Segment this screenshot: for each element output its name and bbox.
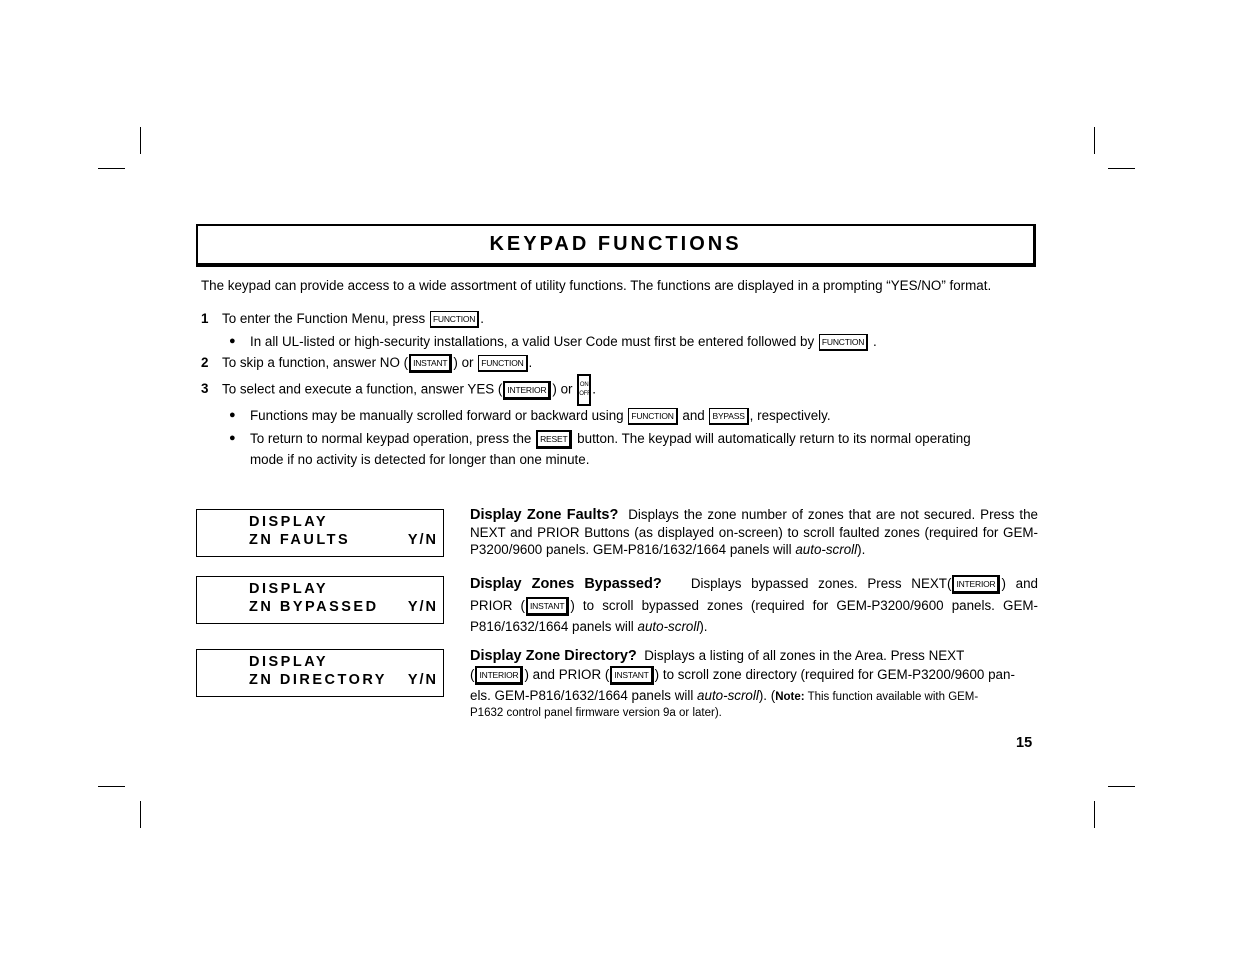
description-text: ). (	[758, 688, 776, 703]
description-zone-directory	[470, 647, 1038, 721]
off-label: OFF	[579, 391, 591, 397]
description-heading: Display Zone Faults?	[470, 507, 619, 523]
lcd-line-2: ZN DIRECTORY	[249, 672, 387, 688]
on-off-key-icon	[577, 374, 591, 406]
note-text: This function available with GEM-	[804, 691, 979, 703]
step-number: 3	[201, 381, 209, 396]
crop-mark	[1108, 168, 1135, 169]
step-2-mid: ) or	[453, 355, 474, 371]
bullet-icon: ●	[229, 409, 236, 421]
description-text: Displays the zone number of zones that are not secured. Press the NEXT and PRIOR Buttons (as displayed on-screen) to scroll faulted zones (required for GEM-P3200/9600 panels. GEM-P816/1632/1664 panels will	[470, 507, 1038, 557]
bullet-icon: ●	[229, 432, 236, 444]
lcd-yes-no: Y/N	[407, 532, 438, 548]
function-key-icon: FUNCTION	[478, 355, 527, 372]
note-label: Note:	[775, 691, 805, 703]
step-1-text	[222, 310, 484, 328]
step-number: 2	[201, 355, 209, 370]
lcd-line-1: DISPLAY	[249, 581, 329, 597]
lcd-display-zone-directory	[196, 649, 444, 697]
bullet-scroll-after: , respectively.	[749, 408, 831, 423]
description-text: ) and PRIOR (	[524, 667, 610, 683]
crop-mark	[98, 168, 125, 169]
lcd-line-1: DISPLAY	[249, 514, 329, 530]
lcd-line-2: ZN FAULTS	[249, 532, 351, 548]
lcd-display-zone-faults	[196, 509, 444, 557]
function-key-icon: FUNCTION	[819, 334, 868, 351]
bypass-key-icon: BYPASS	[709, 408, 748, 425]
instant-key-icon: INSTANT	[409, 354, 452, 373]
lcd-display-zone-bypassed	[196, 576, 444, 624]
bullet-reset-line1	[250, 430, 971, 449]
description-italic: auto-scroll	[697, 688, 759, 703]
bullet-reset-line2: mode if no activity is detected for longer than one minute.	[250, 452, 590, 467]
step-2-text	[222, 354, 532, 373]
description-text: ) to scroll bypassed zones (required for GEM-P3200/9600 panels. GEM-	[570, 598, 1038, 613]
description-text: els. GEM-P816/1632/1664 panels will	[470, 688, 694, 703]
description-italic: auto-scroll	[795, 542, 858, 557]
description-heading: Display Zones Bypassed?	[470, 576, 662, 592]
crop-mark	[1108, 786, 1135, 787]
step-3-mid: ) or	[552, 381, 573, 397]
step-3-text	[222, 374, 596, 406]
instant-key-icon: INSTANT	[610, 666, 653, 685]
bypassed-line-1	[470, 573, 1038, 595]
description-heading: Display Zone Directory?	[470, 648, 637, 664]
function-key-icon: FUNCTION	[628, 408, 677, 425]
crop-mark	[140, 801, 141, 828]
directory-line-3	[470, 687, 1038, 706]
page-title: KEYPAD FUNCTIONS	[489, 233, 742, 255]
bullet-ul-text	[250, 333, 877, 351]
lcd-yes-no: Y/N	[407, 672, 438, 688]
bullet-reset-before: To return to normal keypad operation, press the	[250, 431, 532, 447]
step-3-before: To select and execute a function, answer YES (	[222, 381, 503, 397]
interior-key-icon: INTERIOR	[952, 575, 1000, 594]
description-text: (	[470, 667, 475, 683]
bullet-ul-after: .	[872, 334, 877, 349]
intro-text: The keypad can provide access to a wide assortment of utility functions. The functions are displayed in a prompting “YES/NO” format.	[201, 278, 992, 293]
on-label: ON	[579, 382, 589, 388]
instant-key-icon: INSTANT	[526, 597, 569, 616]
bullet-scroll-text	[250, 407, 831, 425]
step-3-after: .	[592, 381, 596, 397]
step-2-before: To skip a function, answer NO (	[222, 355, 409, 371]
description-zone-faults	[470, 506, 1038, 558]
bullet-scroll-mid: and	[682, 408, 705, 423]
step-1-before: To enter the Function Menu, press	[222, 311, 426, 326]
directory-line-1	[470, 647, 1038, 665]
crop-mark	[1094, 127, 1095, 154]
lcd-yes-no: Y/N	[407, 599, 438, 615]
directory-line-4: P1632 control panel firmware version 9a or later).	[470, 707, 722, 719]
description-text: P816/1632/1664 panels will	[470, 619, 634, 634]
bypassed-line-3	[470, 616, 1038, 637]
description-end: ).	[857, 542, 866, 557]
bullet-scroll-before: Functions may be manually scrolled forward or backward using	[250, 408, 624, 423]
lcd-line-1: DISPLAY	[249, 654, 329, 670]
directory-line-2	[470, 666, 1038, 685]
bullet-ul-before: In all UL-listed or high-security installations, a valid User Code must first be entered followed by	[250, 334, 815, 349]
step-2-after: .	[528, 355, 533, 371]
page-title-box	[196, 224, 1036, 267]
description-end: ).	[699, 619, 708, 634]
function-key-icon: FUNCTION	[430, 311, 479, 328]
step-1-after: .	[480, 311, 484, 326]
crop-mark	[98, 786, 125, 787]
description-text: PRIOR (	[470, 598, 525, 613]
description-text: Displays bypassed zones. Press NEXT(	[690, 576, 952, 591]
bullet-icon: ●	[229, 335, 236, 347]
description-italic: auto-scroll	[637, 619, 700, 634]
bullet-reset-after: button. The keypad will automatically return to its normal operating	[577, 431, 971, 447]
lcd-line-2: ZN BYPASSED	[249, 599, 379, 615]
description-text: ) and	[1001, 576, 1038, 591]
description-text: ) to scroll zone directory (required for GEM-P3200/9600 pan-	[654, 667, 1015, 683]
crop-mark	[1094, 801, 1095, 828]
page-number: 15	[1016, 735, 1033, 751]
crop-mark	[140, 127, 141, 154]
interior-key-icon: INTERIOR	[503, 381, 551, 400]
bypassed-line-2	[470, 595, 1038, 616]
interior-key-icon: INTERIOR	[475, 666, 523, 685]
reset-key-icon: RESET	[536, 430, 572, 449]
step-number: 1	[201, 311, 209, 326]
description-zones-bypassed	[470, 573, 1038, 637]
description-text: Displays a listing of all zones in the Area. Press NEXT	[644, 648, 965, 663]
